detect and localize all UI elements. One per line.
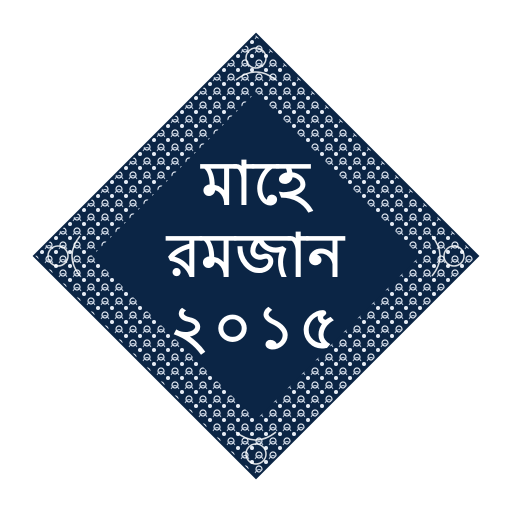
title-line-ramzan: রমজান — [167, 221, 345, 291]
title-line-mahe: মাহে — [201, 149, 311, 219]
title-line-year: ২০১৫ — [170, 293, 342, 363]
badge-title — [106, 146, 406, 366]
